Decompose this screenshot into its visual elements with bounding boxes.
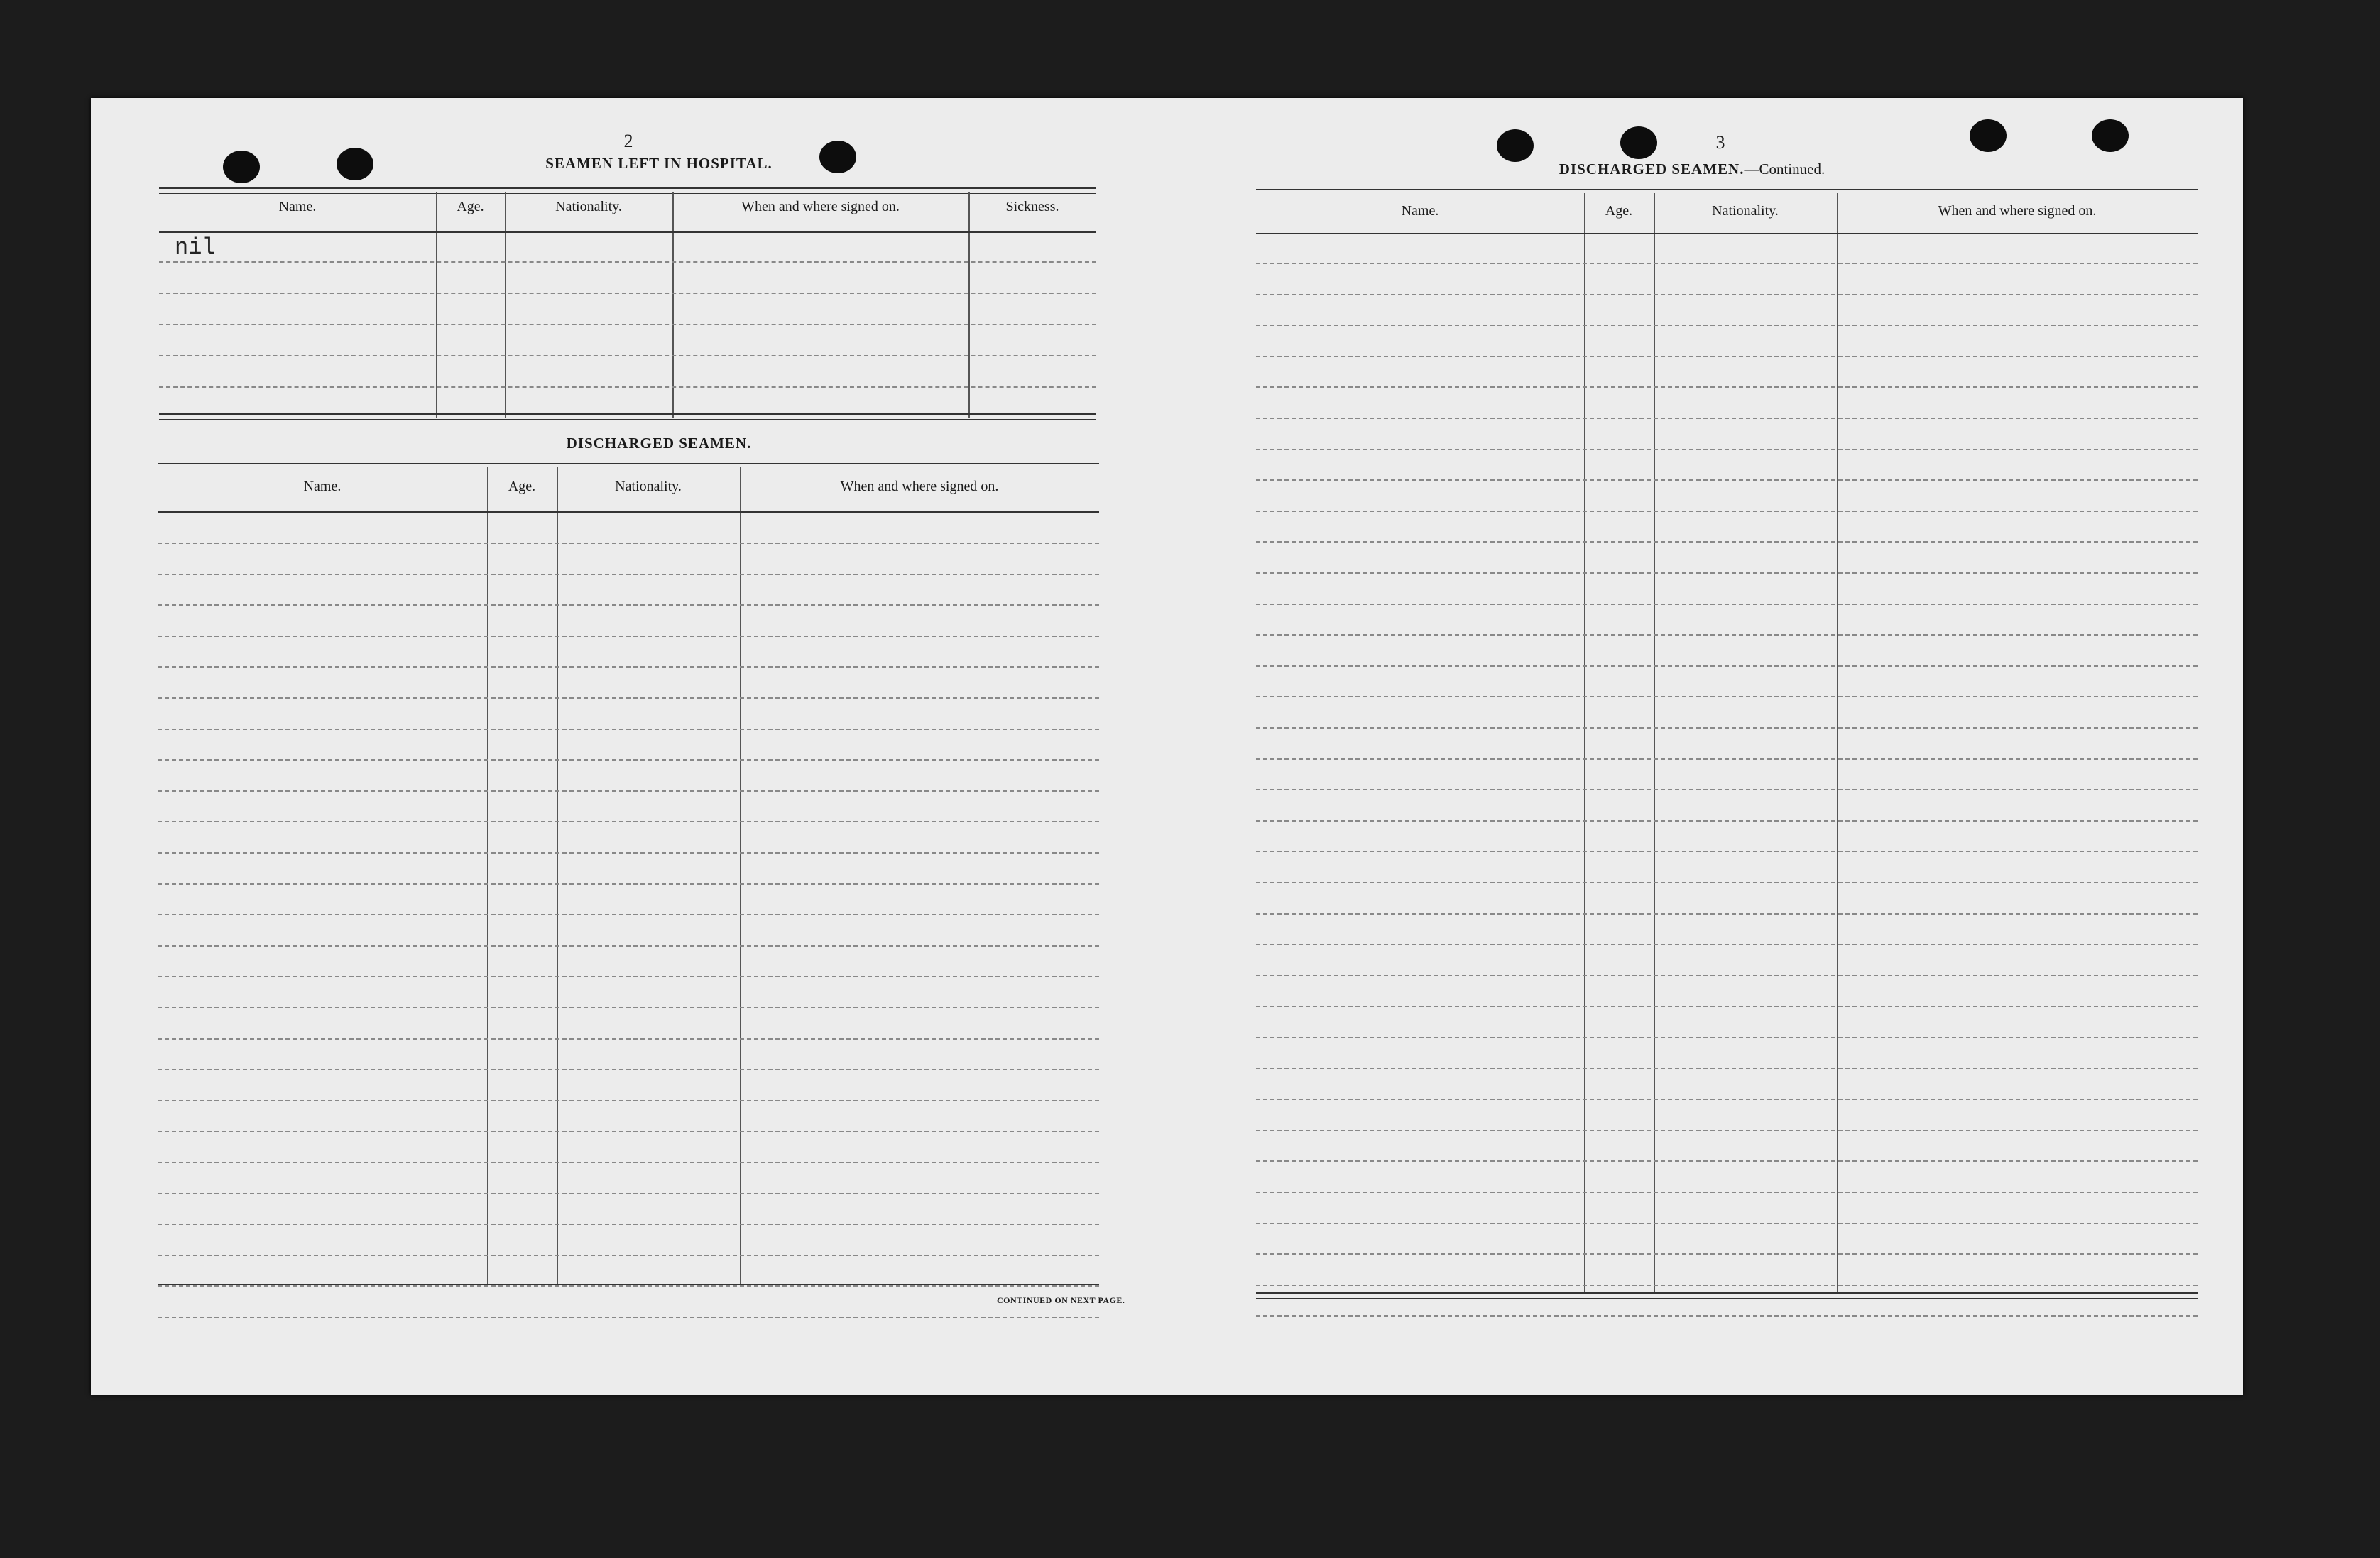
table-row	[158, 976, 1099, 977]
column-header-signed-on: When and where signed on.	[1938, 203, 2097, 219]
table-row	[1256, 665, 2198, 667]
column-header-signed-on: When and where signed on.	[840, 479, 999, 494]
continued-note: CONTINUED ON NEXT PAGE.	[997, 1295, 1125, 1305]
table-row	[158, 729, 1099, 730]
table-row	[158, 1069, 1099, 1070]
table-row	[159, 293, 1096, 294]
table-row	[1256, 541, 2198, 543]
table-row	[158, 666, 1099, 668]
table-row	[1256, 696, 2198, 697]
table-row	[1256, 727, 2198, 729]
table-row	[158, 914, 1099, 915]
table-top-rule	[159, 187, 1096, 194]
table-row	[1256, 1315, 2198, 1317]
table-row	[158, 883, 1099, 885]
table-row	[1256, 386, 2198, 388]
column-divider	[1837, 193, 1838, 1292]
table-row	[159, 386, 1096, 388]
column-header-age: Age.	[457, 199, 484, 214]
table-row	[1256, 263, 2198, 264]
table-row	[1256, 1160, 2198, 1162]
table-bottom-rule	[159, 413, 1096, 420]
table-row	[158, 852, 1099, 854]
table-row	[1256, 944, 2198, 945]
column-header-nationality: Nationality.	[615, 479, 682, 494]
header-rule	[158, 511, 1099, 513]
entry-name: nil	[175, 234, 216, 261]
punch-hole	[223, 151, 260, 183]
table-row	[1256, 1099, 2198, 1100]
discharged-table	[158, 463, 1125, 1379]
table-row	[1256, 449, 2198, 450]
table-row	[1256, 882, 2198, 883]
punch-hole	[337, 148, 373, 180]
table-top-rule	[1256, 189, 2198, 195]
header-rule	[159, 231, 1096, 233]
table-row	[158, 821, 1099, 822]
punch-hole	[1970, 119, 2007, 152]
table-row	[1256, 975, 2198, 976]
table-row	[158, 1007, 1099, 1008]
column-divider	[672, 192, 674, 418]
column-header-nationality: Nationality.	[555, 199, 622, 214]
table-row	[1256, 325, 2198, 326]
table-row	[158, 1317, 1099, 1318]
form-sheet	[91, 98, 2243, 1395]
table-row	[1256, 820, 2198, 822]
right-page	[1167, 98, 2243, 1395]
table-row	[158, 1255, 1099, 1256]
column-header-sickness: Sickness.	[1005, 199, 1059, 214]
title-suffix: —Continued.	[1744, 160, 1825, 178]
discharged-section-title: DISCHARGED SEAMEN.	[566, 435, 752, 452]
page-number: 2	[623, 131, 633, 151]
page-number: 3	[1715, 132, 1725, 153]
column-divider	[505, 192, 506, 418]
table-row	[1256, 1253, 2198, 1255]
table-row	[159, 324, 1096, 325]
table-row	[158, 1162, 1099, 1163]
column-divider	[1654, 193, 1655, 1292]
table-row	[158, 1100, 1099, 1101]
left-page	[91, 98, 1167, 1395]
table-row	[158, 945, 1099, 947]
punch-hole	[819, 141, 856, 173]
table-row	[158, 1224, 1099, 1225]
table-row	[1256, 789, 2198, 790]
column-header-age: Age.	[1605, 203, 1633, 219]
column-divider	[968, 192, 970, 418]
table-row	[1256, 1037, 2198, 1038]
table-row	[1256, 511, 2198, 512]
table-row	[158, 1038, 1099, 1040]
table-row	[1256, 604, 2198, 605]
punch-hole	[2092, 119, 2129, 152]
table-row	[158, 574, 1099, 575]
punch-hole	[1497, 129, 1534, 162]
table-row	[159, 261, 1096, 263]
column-divider	[1584, 193, 1585, 1292]
column-header-name: Name.	[1401, 203, 1439, 219]
table-bottom-rule	[1256, 1292, 2198, 1299]
hospital-table	[159, 187, 1096, 422]
table-row	[1256, 572, 2198, 574]
discharged-continued-table	[1256, 189, 2198, 1389]
title-main: DISCHARGED SEAMEN.	[1559, 160, 1745, 178]
table-row	[1256, 851, 2198, 852]
punch-hole	[1620, 126, 1657, 159]
table-row	[158, 1193, 1099, 1194]
table-row	[1256, 1192, 2198, 1193]
column-divider	[436, 192, 437, 418]
table-row	[1256, 356, 2198, 357]
column-header-age: Age.	[508, 479, 536, 494]
table-row	[1256, 1068, 2198, 1069]
table-row	[158, 636, 1099, 637]
table-row	[1256, 418, 2198, 419]
table-row	[1256, 294, 2198, 295]
table-row	[1256, 1285, 2198, 1286]
table-row	[1256, 479, 2198, 481]
column-header-name: Name.	[303, 479, 342, 494]
table-row	[158, 604, 1099, 606]
table-row	[1256, 913, 2198, 915]
table-row	[1256, 634, 2198, 636]
header-rule	[1256, 233, 2198, 234]
table-row	[158, 759, 1099, 761]
table-row	[158, 790, 1099, 792]
table-row	[158, 543, 1099, 544]
column-header-nationality: Nationality.	[1712, 203, 1779, 219]
table-row	[158, 697, 1099, 699]
column-header-signed-on: When and where signed on.	[741, 199, 900, 214]
table-row	[158, 1285, 1099, 1287]
table-bottom-rule	[158, 1284, 1099, 1290]
table-row	[1256, 758, 2198, 760]
table-row	[1256, 1223, 2198, 1224]
column-header-name: Name.	[278, 199, 317, 214]
hospital-section-title: SEAMEN LEFT IN HOSPITAL.	[545, 155, 773, 172]
table-top-rule	[158, 463, 1099, 469]
table-row	[158, 1131, 1099, 1132]
table-row	[1256, 1130, 2198, 1131]
table-row	[159, 355, 1096, 356]
discharged-continued-title	[1543, 160, 1841, 178]
table-row	[1256, 1006, 2198, 1007]
